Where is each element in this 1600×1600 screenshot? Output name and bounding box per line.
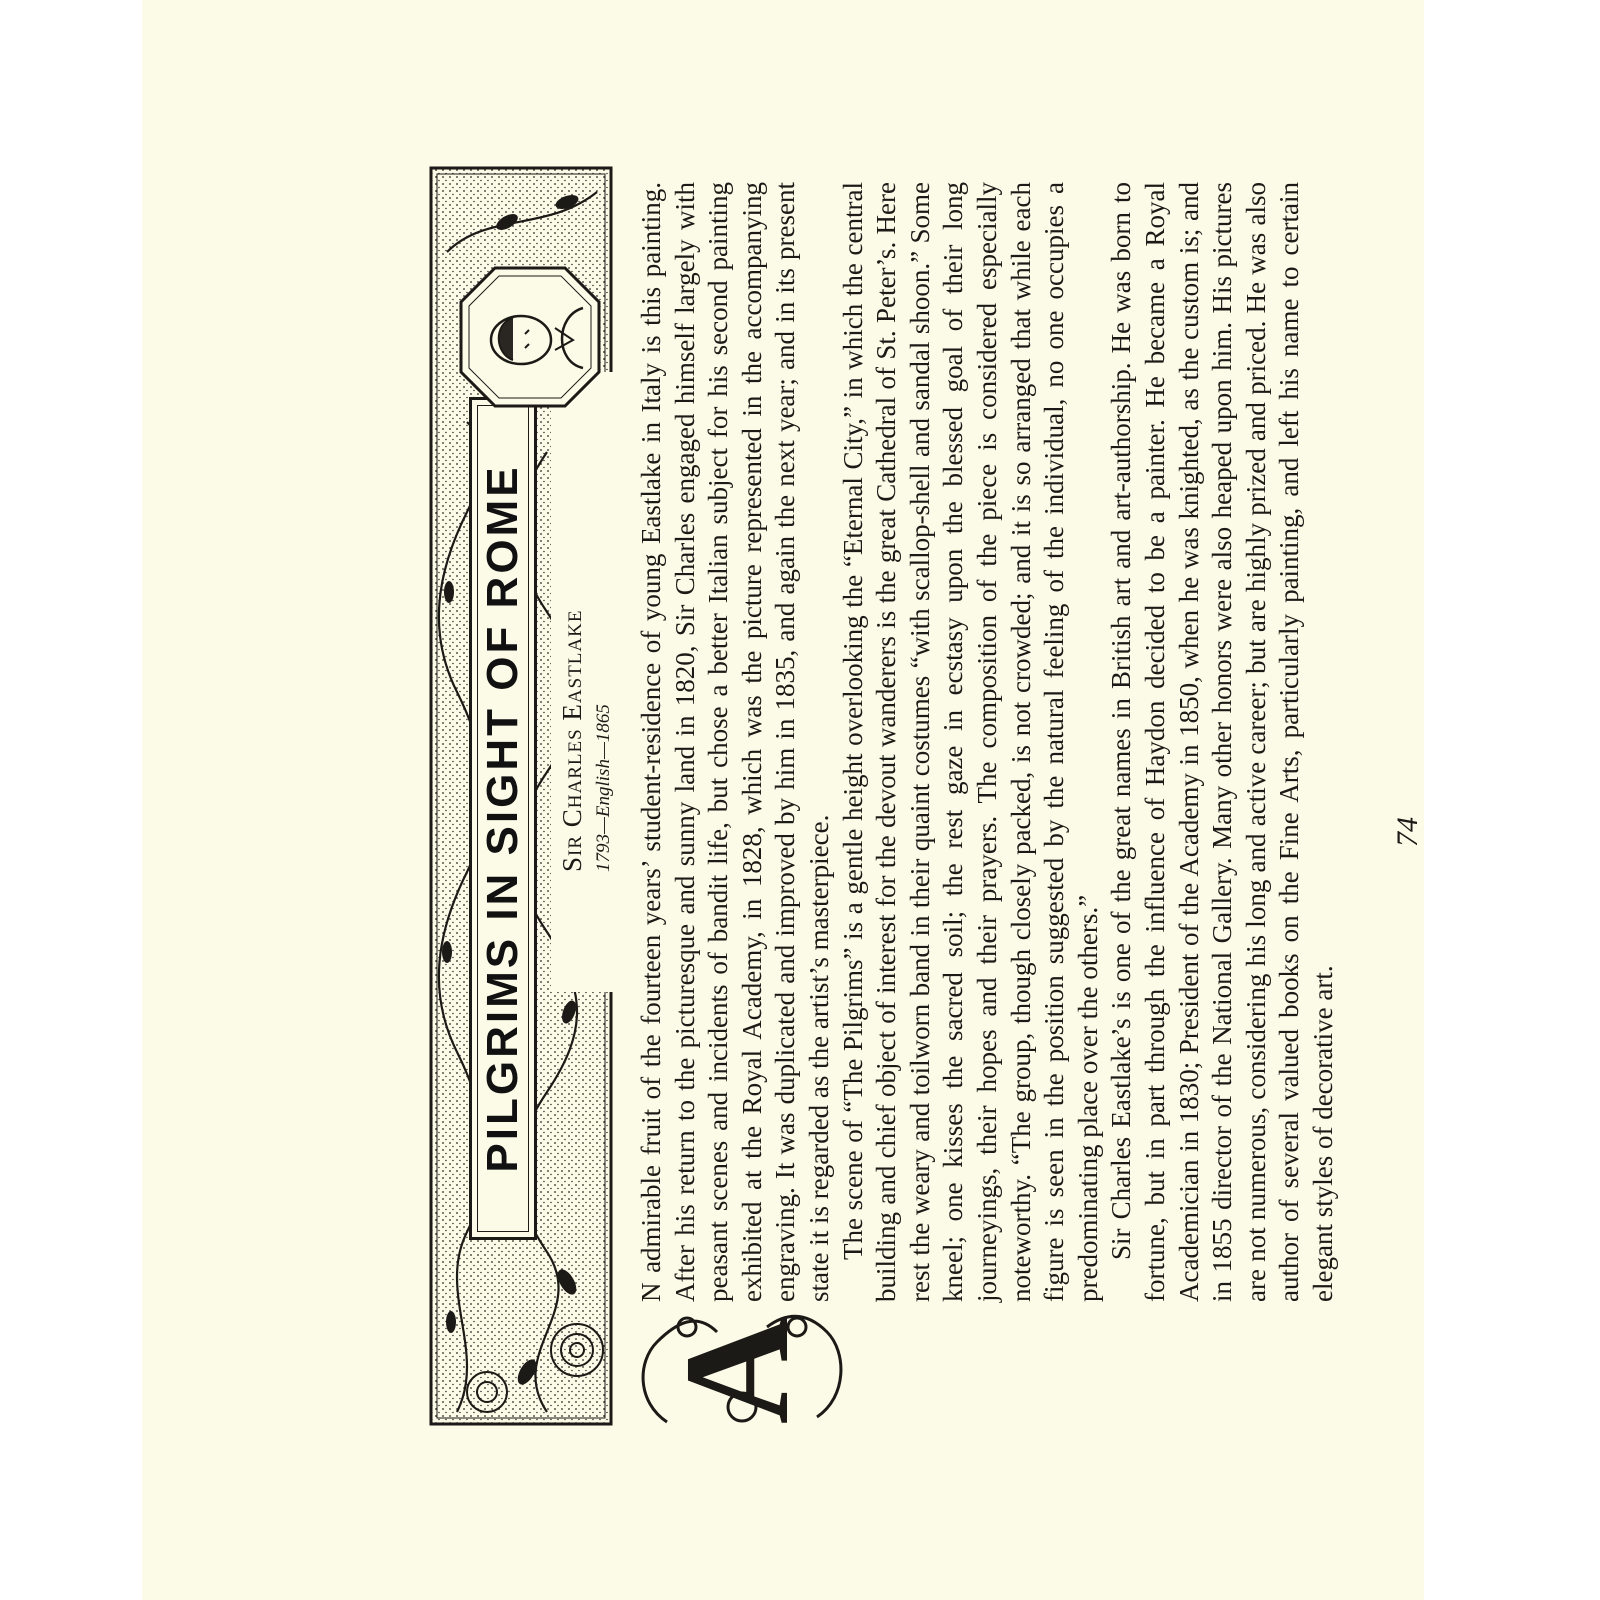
book-page xyxy=(142,0,1424,1600)
drop-cap-ornament xyxy=(627,1307,857,1432)
artist-byline xyxy=(557,392,588,872)
page-title: PILGRIMS IN SIGHT OF ROME xyxy=(478,464,527,1173)
decorative-initial-a xyxy=(627,1307,857,1432)
article-body xyxy=(635,182,1340,1302)
ornamental-header-frame xyxy=(427,160,615,1432)
rotated-page-content xyxy=(427,32,1427,1432)
portrait-medallion xyxy=(455,262,605,412)
drop-cap-letter: A xyxy=(654,1315,820,1425)
paragraph-3: Sir Charles Eastlake’s is one of the great names in British art and art-authorship. He was born to fortune, but in part through the influence of Haydon decided to be a painter. He became a Royal Academician in 1830; President of the Academy in 1850, when he was knighted, as the custom is; and in 1855 director of the National Gallery. Many other honors were also heaped upon him. His pictures are not numerous, considering his long and active career; but are highly prized and priced. He was also author of several valued books on the Fine Arts, particularly painting, and left his name to certain elegant styles of decorative art. xyxy=(1106,182,1338,1302)
page-number: 74 xyxy=(1391,817,1424,847)
artist-dates: 1793—English—1865 xyxy=(593,704,614,872)
portrait-icon xyxy=(455,262,605,412)
title-panel xyxy=(469,397,537,1240)
paragraph-2: The scene of “The Pilgrims” is a gentle height overlooking the “Eternal City,” in which the central building and chief object of interest for the devout wanderers is the great Cathedral of St. Peter’s. Here rest the weary and toilworn band in their quaint costumes “with scallop-shell and sandal shoon.” Some kneel; one kisses the sacred soil; the rest gaze in ecstasy upon the blessed goal of their long journeyings, their hopes and their prayers. The composition of the piece is considered especially noteworthy. “The group, though closely packed, is not crowded; and it is so arranged that while each figure is seen in the position suggested by the natural feeling of the individual, no one occupies a predominating place over the others.” xyxy=(837,182,1103,1302)
paragraph-1: N admirable fruit of the fourteen years’ student-residence of young Eastlake in Italy is this painting. After his return to the picturesque and sunny land in 1820, Sir Charles engaged himself largely with peasant scenes and incidents of bandit life, but chose a better Italian subject for his second painting exhibited at the Royal Academy, in 1828, which was the picture represented in the accompanying engraving. It was duplicated and improved by him in 1835, and again the next year; and in its present state it is regarded as the artist’s masterpiece. xyxy=(636,182,834,1302)
artist-name: Sir Charles Eastlake xyxy=(557,609,587,872)
